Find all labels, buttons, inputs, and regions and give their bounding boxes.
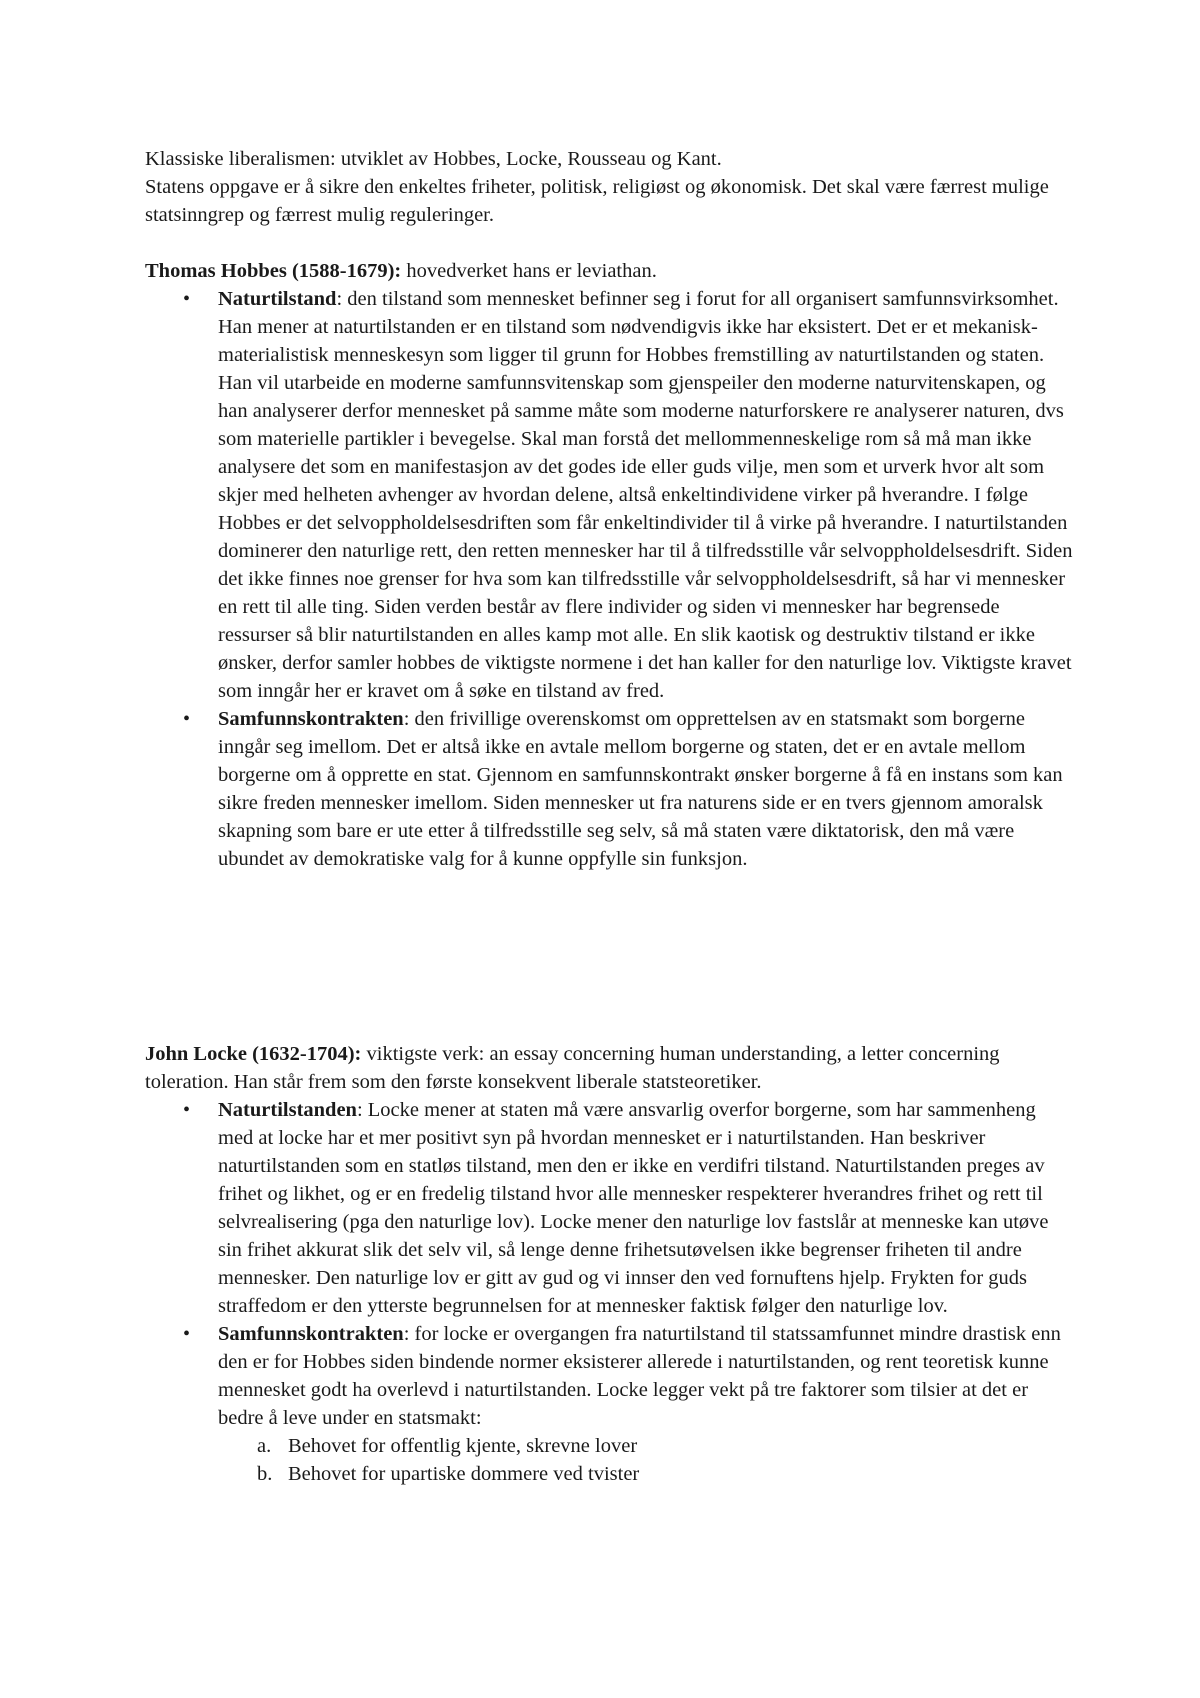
hobbes-heading-rest: hovedverket hans er leviathan. [401, 260, 657, 282]
list-item-text: : den tilstand som mennesket befinner seg i forut for all organisert samfunnsvirksomhet. Han mener at naturtilstanden er en tilstand som nødvendigvis ikke har eksistert. Det er et mekanisk-materialistisk menneskesyn som ligger til grunn for Hobbes fremstilling av naturtilstanden og staten. Han vil utarbeide en moderne samfunnsvitenskap som gjenspeiler den moderne naturvitenskapen, og han analyserer derfor mennesket på samme måte som moderne naturforskere re analyserer naturen, dvs som materielle partikler i bevegelse. Skal man forstå det mellommenneskelige rom så må man ikke analysere det som en manifestasjon av det godes ide eller guds vilje, men som et urverk hvor alt som skjer med helheten avhenger av hvordan delene, altså enkeltindividene virker på hverandre. I følge Hobbes er det selvoppholdelsesdriften som får enkeltindivider til å virke på hverandre. I naturtilstanden dominerer den naturlige rett, den retten mennesker har til å tilfredsstille vår selvoppholdelsesdrift. Siden det ikke finnes noe grenser for hva som kan tilfredsstille vår selvoppholdelsesdrift, så har vi mennesker en rett til alle ting. Siden verden består av flere individer og siden vi mennesker har begrensede ressurser så blir naturtilstanden en alles kamp mot alle. En slik kaotisk og destruktiv tilstand er ikke ønsker, derfor samler hobbes de viktigste normene i det han kaller for den naturlige lov. Viktigste kravet som inngår her er kravet om å søke en tilstand av fred. [218, 288, 1073, 702]
sub-list-marker: b. [257, 1463, 273, 1485]
hobbes-heading: Thomas Hobbes (1588-1679): [145, 260, 402, 282]
sub-list-text: Behovet for offentlig kjente, skrevne lover [288, 1435, 638, 1457]
bullet-icon: • [183, 288, 191, 310]
hobbes-section [145, 257, 1075, 873]
bullet-icon: • [183, 708, 191, 730]
hobbes-heading-line [145, 257, 1075, 285]
bullet-icon: • [183, 1323, 191, 1345]
list-item-text: : for locke er overgangen fra naturtilstand til statssamfunnet mindre drastisk enn den er for Hobbes siden bindende normer eksisterer allerede i naturtilstanden, og rent teoretisk kunne mennesket godt ha overlevd i naturtilstanden. Locke legger vekt på tre faktorer som tilsier at det er bedre å leve under en statsmakt: [218, 1323, 1061, 1429]
list-item-term: Samfunnskontrakten [218, 1323, 404, 1345]
list-item [145, 705, 1075, 873]
intro-line-2: Statens oppgave er å sikre den enkeltes friheter, politisk, religiøst og økonomisk. Det skal være færrest mulige statsinngrep og færrest mulig reguleringer. [145, 176, 1049, 226]
hobbes-list [145, 285, 1075, 873]
locke-section [145, 1040, 1075, 1488]
list-item-text: : Locke mener at staten må være ansvarlig overfor borgerne, som har sammenheng med at locke har et mer positivt syn på hvordan mennesket er i naturtilstanden. Han beskriver naturtilstanden som en statløs tilstand, men den er ikke en verdifri tilstand. Naturtilstanden preges av frihet og likhet, og er en fredelig tilstand hvor alle mennesker respekterer hverandres frihet og rett til selvrealisering (pga den naturlige lov). Locke mener den naturlige lov fastslår at menneske kan utøve sin frihet akkurat slik det selv vil, så lenge denne frihetsutøvelsen ikke begrenser friheten til andre mennesker. Den naturlige lov er gitt av gud og vi innser den ved fornuftens hjelp. Frykten for guds straffedom er den ytterste begrunnelsen for at mennesker faktisk følger den naturlige lov. [218, 1099, 1049, 1317]
sub-list-marker: a. [257, 1435, 272, 1457]
list-item-term: Naturtilstand [218, 288, 337, 310]
list-item-term: Naturtilstanden [218, 1099, 357, 1121]
locke-heading: John Locke (1632-1704): [145, 1043, 362, 1065]
intro-section [145, 145, 1075, 229]
list-item [145, 285, 1075, 705]
sub-list-item [145, 1460, 1075, 1488]
list-item [145, 1096, 1075, 1320]
locke-list [145, 1096, 1075, 1432]
list-item-text: : den frivillige overenskomst om opprettelsen av en statsmakt som borgerne inngår seg imellom. Det er altså ikke en avtale mellom borgerne og staten, det er en avtale mellom borgerne om å opprette en stat. Gjennom en samfunnskontrakt ønsker borgerne å få en instans som kan sikre freden mennesker imellom. Siden mennesker ut fra naturens side er en tvers gjennom amoralsk skapning som bare er ute etter å tilfredsstille seg selv, så må staten være diktatorisk, den må være ubundet av demokratiske valg for å kunne oppfylle sin funksjon. [218, 708, 1063, 870]
locke-heading-rest: viktigste verk: an essay concerning human understanding, a letter concerning toleration. Han står frem som den første konsekvent liberale statsteoretiker. [145, 1043, 1000, 1093]
bullet-icon: • [183, 1099, 191, 1121]
list-item [145, 1320, 1075, 1432]
intro-line-1: Klassiske liberalismen: utviklet av Hobbes, Locke, Rousseau og Kant. [145, 148, 722, 170]
locke-heading-line [145, 1040, 1075, 1096]
sub-list-text: Behovet for upartiske dommere ved tvister [288, 1463, 640, 1485]
locke-sub-list [145, 1432, 1075, 1488]
list-item-term: Samfunnskontrakten [218, 708, 404, 730]
sub-list-item [145, 1432, 1075, 1460]
